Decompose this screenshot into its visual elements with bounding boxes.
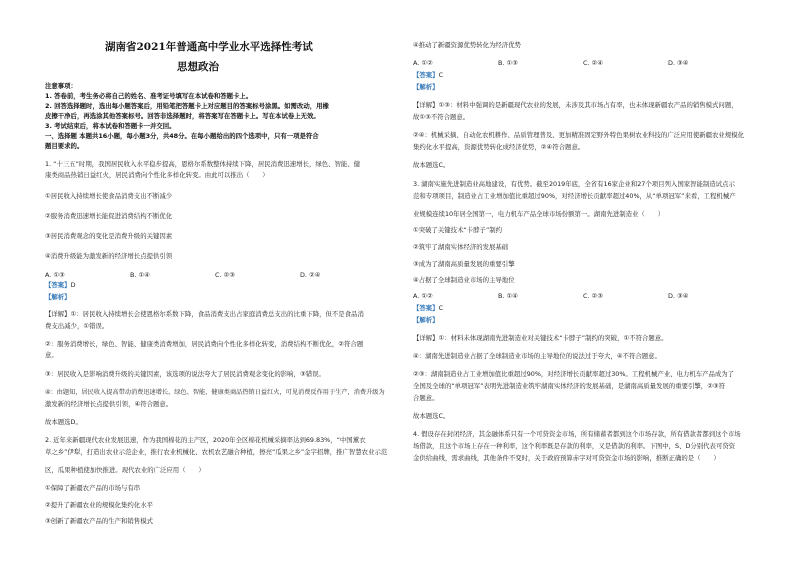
question-item: ④推动了新疆资源优势转化为经济优势 — [413, 41, 521, 49]
question-item: ④消费升级能为激发新的经济增长点提供引领 — [45, 252, 173, 260]
answer-value: D — [70, 281, 76, 289]
option-c: C. ②④ — [583, 59, 603, 67]
analysis-line: 费支出减少，①错误。 — [45, 322, 109, 330]
section-heading: 一、选择题 本题共16小题，每小题3分，共48分。在每小题给出的四个选项中，只有一项是符合 — [45, 132, 319, 140]
question-stem: 草之乡”伊犁，打造出农业示范企业，推行农业机械化、农机农艺融合种植，擦亮“瓜果之乡”金字招牌，推广智慧农业示范 — [45, 448, 388, 456]
answer-line — [45, 281, 75, 290]
question-stem: 金供给曲线，需求曲线，其他条件不变时，关于政府预算赤字对可贷资金市场的影响，推断正确的是（ ） — [413, 454, 720, 462]
analysis-conclusion: 故本题选D。 — [45, 418, 82, 426]
analysis-line: ④：由题知，居民收入提高带动消费迅速增长，绿色、智能、健康类商品热销日益红火，可见消费反作用于生产，消费升级为 — [45, 389, 385, 396]
question-item: ②服务消费迅速增长能促进消费结构不断优化 — [45, 212, 173, 220]
analysis-label: 【解析】 — [45, 293, 71, 301]
question-item: ①突破了关键技术“卡脖子”制约 — [413, 226, 503, 234]
analysis-line: 集约化水平提高，资源优势转化成经济优势，②④符合题意。 — [413, 143, 585, 151]
exam-title: 湖南省2021年普通高中学业水平选择性考试 — [105, 41, 313, 53]
question-stem: 场借款，且这个市场上存在一种利率，这个利率既是存款的利率，又是借款的利率。下图中，S、D分别代表可贷资 — [413, 442, 736, 450]
question-item: ②提升了新疆农业的规模化集约化水平 — [45, 501, 153, 509]
question-item: ④占据了全球制造业市场的主导地位 — [413, 276, 515, 284]
section-heading: 题目要求的。 — [45, 142, 84, 150]
analysis-label: 【解析】 — [413, 83, 439, 91]
notice-line: 1. 答卷前，考生务必将自己的姓名、准考证号填写在本试卷和答题卡上。 — [45, 92, 253, 100]
analysis-line: ②：服务消费增长，绿色、智能、健康类消费增加，居民消费向个性化多样化转变，消费结构不断优化，②符合题 — [45, 340, 364, 348]
analysis-line: ②④：机械采摘、自动化农机耕作、品质管理普及、更加精准固定野外特色果树农业科技的广泛应用使新疆农业规模化 — [413, 131, 744, 139]
option-b: B. ①④ — [498, 292, 518, 300]
question-stem: 范和专项项目，制造业占工业增加值比重超过90%，对经济增长贡献率超过40%，从“单项冠军”来看，工程机械产 — [413, 192, 736, 200]
option-d: D. ③④ — [668, 292, 689, 300]
option-a: A. ①② — [413, 59, 433, 67]
option-b: B. ①④ — [130, 271, 150, 279]
question-stem: 2. 近年来新疆现代农业发展迅速，作为我国棉花的主产区，2020年全区棉花机械采摘率达到69.83%，“中国薰衣 — [45, 436, 366, 444]
analysis-conclusion: 故本题选C。 — [413, 412, 450, 420]
answer-value: C — [438, 71, 444, 79]
answer-label: 【答案】 — [413, 304, 439, 312]
notice-line: 皮擦干净后，再选涂其他答案标号。回答非选择题时，将答案写在答题卡上。写在本试卷上无效。 — [45, 112, 320, 120]
answer-label: 【答案】 — [45, 281, 71, 289]
question-item: ①保障了新疆农产品的市场与有串 — [45, 484, 141, 492]
analysis-line: 全国及全球的“单项冠军”表明先进制造业筑牢湖南实体经济的发展基础，是湖南高质量发展的重要引擎，②③符 — [413, 382, 726, 390]
analysis-line: 【详解】①：材料未体现湖南先进制造业对关键技术“卡脖子”制约的突破，①不符合题意。 — [413, 334, 668, 342]
analysis-line: 【详解】①③：材料中强调的是新疆现代农业的发展，未涉及其市场占有率，也未体现新疆农产品的销售模式问题， — [413, 101, 738, 109]
stem-part: 现代农业的广泛应用（ ） — [121, 466, 205, 474]
question-stem: 4. 假设存在封闭经济，其金融体系只有一个可贷资金市场，所有储蓄者都到这个市场存款，所有借款者都到这个市场 — [413, 430, 741, 438]
question-item: ③创新了新疆农产品的生产和销售模式 — [45, 517, 153, 525]
analysis-label: 【解析】 — [413, 316, 439, 324]
analysis-line: 意。 — [45, 351, 58, 359]
answer-value: C — [438, 304, 444, 312]
notice-line: 2. 回答选择题时，选出每小题答案后，用铅笔把答题卡上对应题目的答案标号涂黑。如需改动，用橡 — [45, 102, 329, 110]
analysis-line: 【详解】①：居民收入持续增长会使恩格尔系数下降，食品消费支出占家庭消费总支出的比重下降，但不是食品消 — [45, 310, 364, 318]
answer-line — [413, 71, 443, 80]
analysis-line: ④：湖南先进制造业占据了全球制造业市场的主导地位的说法过于夸大，④不符合题意。 — [413, 352, 661, 360]
question-stem: 康类商品热销日益红火，居民消费向个性化多样化转变。由此可以推出（ ） — [45, 171, 269, 179]
answer-label: 【答案】 — [413, 71, 439, 79]
option-a: A. ①③ — [45, 271, 65, 279]
option-d: D. ②④ — [300, 271, 321, 279]
question-item: ③成为了湖南高质量发展的重要引擎 — [413, 260, 515, 268]
question-stem: 3. 湖南实施先进制造业高地建设，有优势。截至2019年底，全省有16家企业和27个项目列入国家智能制造试点示 — [413, 180, 735, 188]
question-item: ①居民收入持续增长使食品消费支出不断减少 — [45, 192, 173, 200]
option-c: C. ②③ — [215, 271, 235, 279]
question-stem — [45, 466, 205, 475]
option-d: D. ③④ — [668, 59, 689, 67]
question-stem: 1. “十三五”时期，我国居民收入水平稳步提高，恩格尔系数整体持续下降，居民消费迅速增长，绿色、智能、健 — [45, 160, 361, 168]
option-c: C. ②③ — [583, 292, 603, 300]
analysis-line: 激发新的经济增长点提供引领，④符合题意。 — [45, 400, 173, 408]
option-b: B. ①③ — [498, 59, 518, 67]
analysis-line: 合题意。 — [413, 394, 439, 402]
exam-subject: 思想政治 — [177, 61, 219, 73]
notice-heading: 注意事项： — [45, 82, 77, 90]
analysis-line: ②③：湖南制造业占工业增加值比重超过90%，对经济增长贡献率超过30%。工程机械产业、电力机车产品成为了 — [413, 370, 735, 378]
option-a: A. ①② — [413, 292, 433, 300]
answer-line — [413, 304, 443, 313]
question-item: ②筑牢了湖南实体经济的发展基础 — [413, 243, 509, 251]
question-item: ③居民消费观念的变化是消费升级的关键因素 — [45, 232, 173, 240]
question-stem: 业规模连续10年居全国第一，电力机车产品全球市场份额第一。湖南先进制造业（ ） — [413, 210, 664, 218]
stem-part: 区，瓜果种植使加快推进。 — [45, 466, 122, 474]
analysis-conclusion: 故本题选C。 — [413, 161, 450, 169]
notice-line: 3. 考试结束后，将本试卷和答题卡一并交回。 — [45, 122, 176, 130]
analysis-line: 故①③不符合题意。 — [413, 113, 470, 121]
analysis-line: ③：居民收入是影响消费升级的关键因素，该选项的说法夸大了居民消费观念变化的影响，③错误。 — [45, 370, 325, 378]
